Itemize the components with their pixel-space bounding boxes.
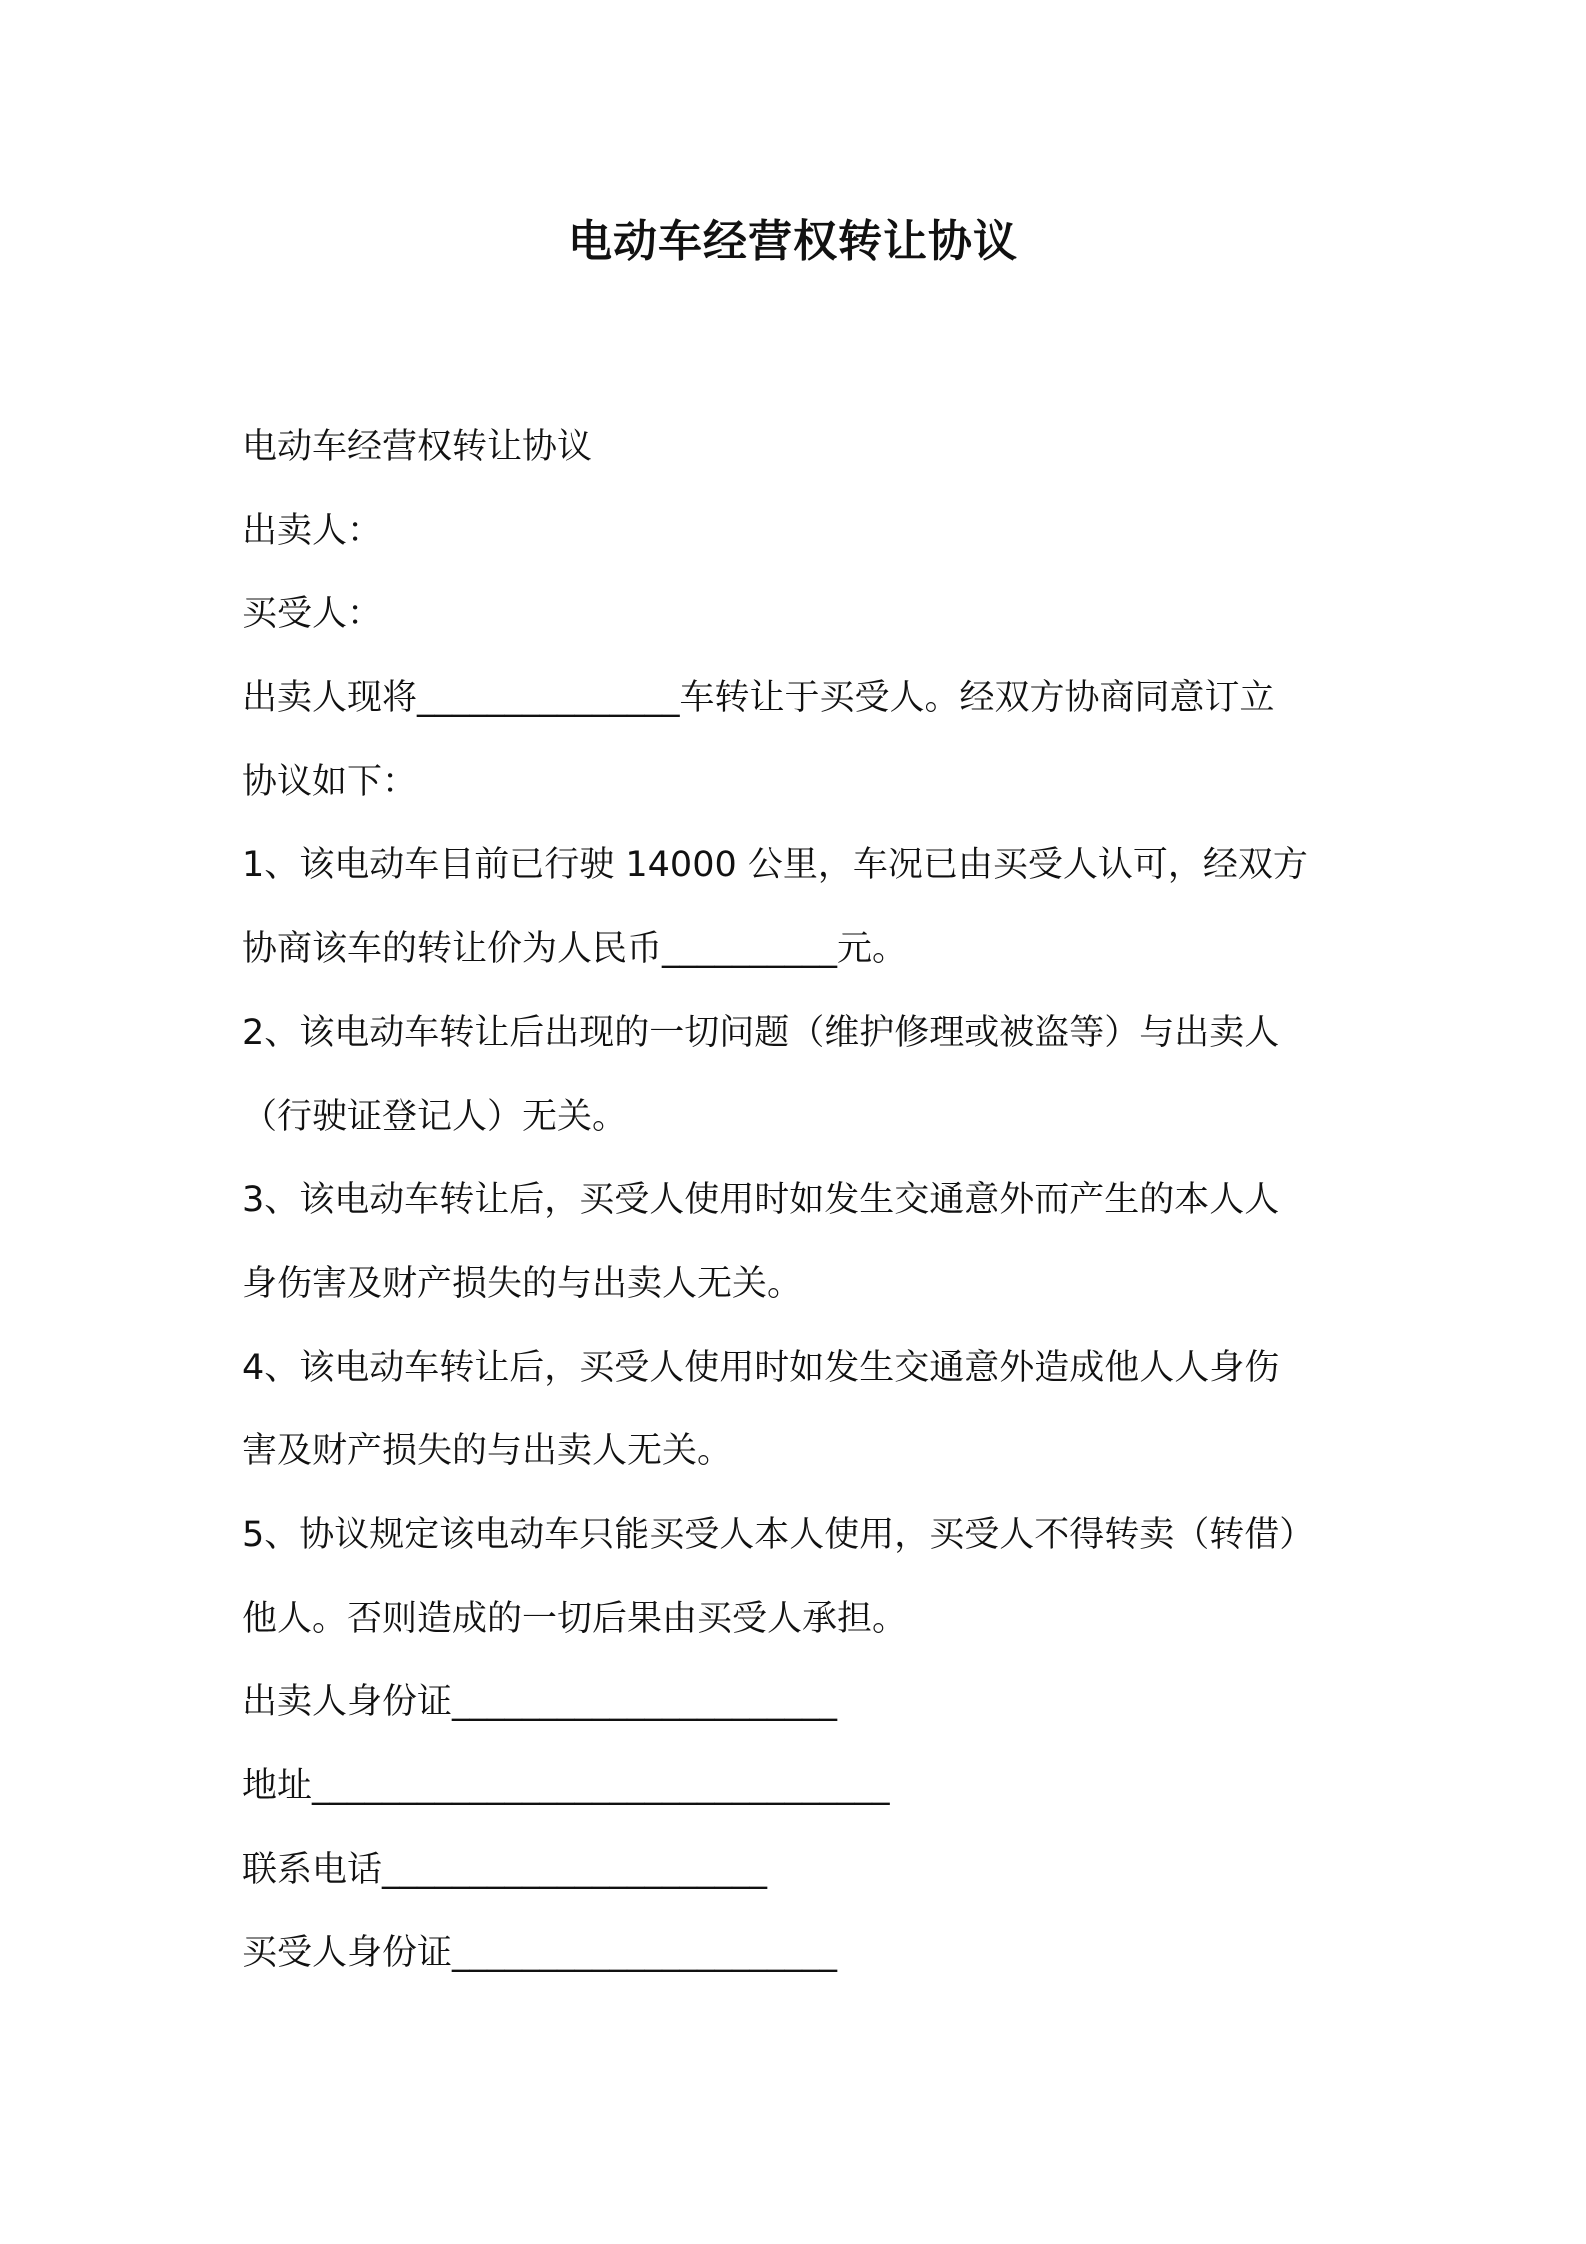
intro-line-1: 出卖人现将_______________车转让于买受人。经双方协商同意订立	[242, 678, 1275, 719]
address-field: 地址_________________________________	[242, 1766, 890, 1806]
seller-id-field: 出卖人身份证______________________	[242, 1682, 838, 1723]
phone-field: 联系电话______________________	[242, 1849, 768, 1890]
seller-label: 出卖人：	[242, 510, 383, 551]
clause-4-line-2: 害及财产损失的与出卖人无关。	[242, 1431, 733, 1472]
clause-3-line-2: 身伤害及财产损失的与出卖人无关。	[242, 1263, 803, 1304]
buyer-label: 买受人：	[242, 594, 383, 635]
clause-5-line-2: 他人。否则造成的一切后果由买受人承担。	[242, 1598, 908, 1639]
clause-4-line-1: 4、该电动车转让后，买受人使用时如发生交通意外造成他人人身伤	[242, 1347, 1280, 1388]
document-body	[242, 406, 1372, 1996]
buyer-id-field: 买受人身份证______________________	[242, 1933, 838, 1974]
clause-2-line-2: （行驶证登记人）无关。	[242, 1096, 628, 1137]
clause-1-line-2: 协商该车的转让价为人民币__________元。	[242, 929, 908, 970]
body-heading: 电动车经营权转让协议	[242, 427, 593, 467]
clause-1-line-1: 1、该电动车目前已行驶 14000 公里，车况已由买受人认可，经双方	[242, 845, 1308, 886]
intro-line-2: 协议如下：	[242, 761, 418, 802]
clause-3-line-1: 3、该电动车转让后，买受人使用时如发生交通意外而产生的本人人	[242, 1180, 1280, 1221]
clause-2-line-1: 2、该电动车转让后出现的一切问题（维护修理或被盗等）与出卖人	[242, 1012, 1280, 1053]
document-title: 电动车经营权转让协议	[568, 216, 1018, 267]
clause-5-line-1: 5、协议规定该电动车只能买受人本人使用，买受人不得转卖（转借）	[242, 1514, 1315, 1555]
